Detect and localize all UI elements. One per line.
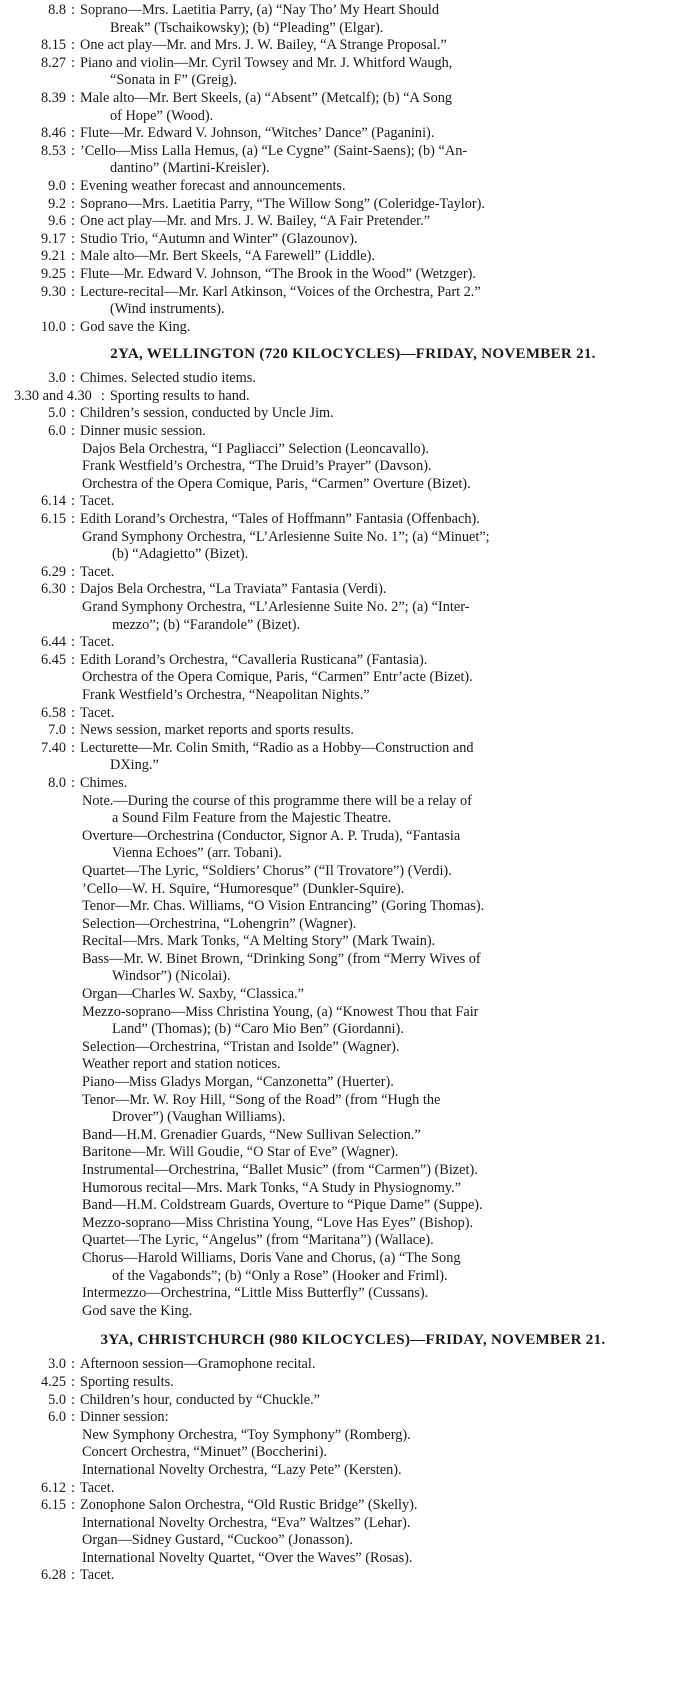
sub-item-line: Drover”) (Vaughan Williams).: [112, 1109, 286, 1126]
entry-time: 4.25: [40, 1373, 66, 1390]
programme-entry: [14, 319, 692, 337]
entry-text: [80, 1409, 692, 1427]
entry-colon: :: [71, 651, 75, 668]
sub-item-line: Organ—Charles W. Saxby, “Classica.”: [82, 986, 304, 1003]
sub-item-line: Recital—Mrs. Mark Tonks, “A Melting Story” (Mark Twain).: [82, 933, 436, 950]
programme-entry: [14, 564, 692, 582]
programme-sub-item: [14, 529, 692, 564]
programme-entry: [14, 740, 692, 775]
programme-entry: [14, 1392, 692, 1410]
programme-entry: [14, 1567, 692, 1585]
entry-colon: :: [71, 213, 75, 230]
entry-line: Edith Lorand’s Orchestra, “Cavalleria Rusticana” (Fantasia).: [80, 651, 428, 668]
entry-colon: :: [71, 581, 75, 598]
programme-sub-item: [14, 1092, 692, 1127]
entry-line: Soprano—Mrs. Laetitia Parry, “The Willow Song” (Coleridge-Taylor).: [80, 195, 485, 212]
entry-line: One act play—Mr. and Mrs. J. W. Bailey, “A Fair Pretender.”: [80, 213, 431, 230]
sub-item-line: ’Cello—W. H. Squire, “Humoresque” (Dunkler-Squire).: [82, 880, 405, 897]
entry-time: 9.25: [40, 265, 66, 282]
entry-line: ’Cello—Miss Lalla Hemus, (a) “Le Cygne” (Saint-Saens); (b) “An-: [80, 142, 468, 159]
entry-colon: :: [71, 125, 75, 142]
entry-line: Tacet.: [80, 704, 115, 721]
programme-entry: [14, 634, 692, 652]
sub-item-line: of the Vagabonds”; (b) “Only a Rose” (Hooker and Friml).: [112, 1267, 448, 1284]
entry-time: 9.21: [40, 248, 66, 265]
entry-colon: :: [100, 387, 105, 404]
entry-line: Piano and violin—Mr. Cyril Towsey and Mr. J. Whitford Waugh,: [80, 54, 453, 71]
entry-text: [80, 722, 692, 740]
entry-time: 7.0: [48, 722, 66, 739]
programme-sub-item: [14, 687, 692, 705]
sub-item-line: Orchestra of the Opera Comique, Paris, “Carmen” Entr’acte (Bizet).: [82, 669, 473, 686]
entry-time: 8.53: [40, 142, 66, 159]
programme-entry: [14, 2, 692, 37]
entry-text: [80, 564, 692, 582]
entry-line: Break” (Tschaikowsky); (b) “Pleading” (Elgar).: [110, 19, 384, 36]
programme-sub-item: [14, 1127, 692, 1145]
section-heading: 2YA, WELLINGTON (720 KILOCYCLES)—FRIDAY, NOVEMBER 21.: [110, 346, 596, 363]
entry-line: Tacet.: [80, 634, 115, 651]
entry-text: [110, 388, 692, 406]
sub-item-line: Mezzo-soprano—Miss Christina Young, “Love Has Eyes” (Bishop).: [82, 1214, 474, 1231]
entry-colon: :: [71, 423, 75, 440]
entry-line: dantino” (Martini-Kreisler).: [110, 160, 270, 177]
entry-time: 6.14: [40, 493, 66, 510]
entry-text: [80, 1497, 692, 1515]
entry-colon: :: [71, 37, 75, 54]
entry-line: Edith Lorand’s Orchestra, “Tales of Hoffmann” Fantasia (Offenbach).: [80, 511, 480, 528]
entry-line: News session, market reports and sports results.: [80, 722, 354, 739]
entry-time: 8.8: [48, 2, 66, 18]
programme-entry: [14, 370, 692, 388]
entry-colon: :: [71, 54, 75, 71]
programme-sub-item: [14, 1462, 692, 1480]
programme-sub-item: [14, 951, 692, 986]
sub-item-line: Windsor”) (Nicolai).: [112, 968, 231, 985]
entry-line: DXing.”: [110, 757, 159, 774]
programme-entry: [14, 178, 692, 196]
programme-sub-item: [14, 476, 692, 494]
entry-time: 9.17: [40, 230, 66, 247]
sub-item-line: Vienna Echoes” (arr. Tobani).: [112, 845, 282, 862]
sub-item-line: Concert Orchestra, “Minuet” (Boccherini).: [82, 1444, 327, 1461]
sub-item-line: Baritone—Mr. Will Goudie, “O Star of Eve” (Wagner).: [82, 1144, 399, 1161]
sub-item-line: Chorus—Harold Williams, Doris Vane and Chorus, (a) “The Song: [82, 1249, 461, 1266]
entry-colon: :: [71, 177, 75, 194]
sub-item-line: Band—H.M. Grenadier Guards, “New Sullivan Selection.”: [82, 1126, 421, 1143]
entry-text: [80, 423, 692, 441]
entry-colon: :: [71, 1409, 75, 1426]
entry-line: Male alto—Mr. Bert Skeels, (a) “Absent” (Metcalf); (b) “A Song: [80, 89, 453, 106]
entry-time: 9.0: [48, 177, 66, 194]
christchurch-programme: [14, 1332, 692, 1585]
entry-line: Sporting results to hand.: [109, 387, 250, 404]
entry-line: Lecture-recital—Mr. Karl Atkinson, “Voices of the Orchestra, Part 2.”: [80, 283, 481, 300]
entry-time: 6.15: [40, 511, 66, 528]
entry-line: Tacet.: [80, 563, 115, 580]
sub-item-line: Humorous recital—Mrs. Mark Tonks, “A Study in Physiognomy.”: [82, 1179, 462, 1196]
programme-sub-item: [14, 1303, 692, 1321]
sub-item-line: Band—H.M. Coldstream Guards, Overture to “Pique Dame” (Suppe).: [82, 1197, 483, 1214]
entry-text: [80, 319, 692, 337]
sub-item-line: Orchestra of the Opera Comique, Paris, “Carmen” Overture (Bizet).: [82, 475, 471, 492]
entry-text: [80, 143, 692, 178]
sub-item-line: Tenor—Mr. W. Roy Hill, “Song of the Road” (from “Hugh the: [82, 1091, 441, 1108]
programme-sub-item: [14, 1427, 692, 1445]
sub-item-line: God save the King.: [82, 1302, 193, 1319]
programme-sub-item: [14, 1197, 692, 1215]
entry-time: 3.0: [48, 1356, 66, 1373]
entry-time: 8.15: [40, 37, 66, 54]
entry-colon: :: [71, 142, 75, 159]
programme-sub-item: [14, 1250, 692, 1285]
entry-text: [80, 90, 692, 125]
programme-entry: [14, 55, 692, 90]
programme-entry: [14, 581, 692, 599]
entry-text: [80, 370, 692, 388]
entry-text: [80, 37, 692, 55]
entry-colon: :: [71, 265, 75, 282]
entry-line: Sporting results.: [80, 1373, 174, 1390]
sub-item-line: Land” (Thomas); (b) “Caro Mio Ben” (Giordanni).: [112, 1021, 404, 1038]
entry-line: Zonophone Salon Orchestra, “Old Rustic Bridge” (Skelly).: [80, 1497, 418, 1514]
entry-colon: :: [71, 405, 75, 422]
entry-colon: :: [71, 1373, 75, 1390]
programme-entry: [14, 125, 692, 143]
sub-item-line: Organ—Sidney Gustard, “Cuckoo” (Jonasson).: [82, 1532, 353, 1549]
entry-text: [80, 178, 692, 196]
programme-sub-item: [14, 1144, 692, 1162]
entry-line: (Wind instruments).: [110, 301, 225, 318]
entry-time: 6.30: [40, 581, 66, 598]
entry-text: [80, 775, 692, 793]
programme-sub-item: [14, 1056, 692, 1074]
entry-colon: :: [71, 248, 75, 265]
entry-colon: :: [71, 1391, 75, 1408]
programme-entry: [14, 388, 692, 406]
programme-sub-item: [14, 1532, 692, 1550]
sub-item-line: Tenor—Mr. Chas. Williams, “O Vision Entrancing” (Goring Thomas).: [82, 898, 485, 915]
entry-time: 8.27: [40, 54, 66, 71]
programme-entry: [14, 90, 692, 125]
sub-item-line: Quartet—The Lyric, “Soldiers’ Chorus” (“Il Trovatore”) (Verdi).: [82, 862, 452, 879]
entry-line: “Sonata in F” (Greig).: [110, 72, 238, 89]
entry-time: 3.30 and 4.30: [14, 387, 92, 404]
entry-colon: :: [71, 89, 75, 106]
entry-colon: :: [71, 511, 75, 528]
programme-sub-item: [14, 793, 692, 828]
entry-time: 6.28: [40, 1567, 66, 1584]
programme-sub-item: [14, 669, 692, 687]
programme-sub-item: [14, 1515, 692, 1533]
entry-line: Dinner session:: [80, 1409, 169, 1426]
sub-item-line: (b) “Adagietto” (Bizet).: [112, 546, 249, 563]
entry-colon: :: [71, 563, 75, 580]
programme-entry: [14, 775, 692, 793]
entry-line: Children’s session, conducted by Uncle Jim.: [80, 405, 334, 422]
entry-text: [80, 405, 692, 423]
sub-item-line: Piano—Miss Gladys Morgan, “Canzonetta” (Huerter).: [82, 1074, 394, 1091]
programme-entry: [14, 405, 692, 423]
entry-time: 7.40: [40, 739, 66, 756]
entry-text: [80, 581, 692, 599]
entry-text: [80, 634, 692, 652]
programme-entry: [14, 284, 692, 319]
programme-entry: [14, 1409, 692, 1427]
previous-station-programme: [14, 0, 692, 336]
entry-time: 8.39: [40, 89, 66, 106]
programme-sub-item: [14, 933, 692, 951]
programme-sub-item: [14, 1074, 692, 1092]
entry-line: Tacet.: [80, 493, 115, 510]
entry-colon: :: [71, 195, 75, 212]
sub-item-line: Instrumental—Orchestrina, “Ballet Music” (from “Carmen”) (Bizet).: [82, 1162, 478, 1178]
sub-item-line: Frank Westfield’s Orchestra, “Neapolitan Nights.”: [82, 686, 370, 703]
entry-line: Flute—Mr. Edward V. Johnson, “The Brook in the Wood” (Wetzger).: [80, 265, 476, 282]
programme-sub-item: [14, 881, 692, 899]
programme-sub-item: [14, 1004, 692, 1039]
entry-text: [80, 231, 692, 249]
programme-entry: [14, 1480, 692, 1498]
entry-time: 9.6: [48, 213, 66, 230]
entry-text: [80, 125, 692, 143]
programme-entry: [14, 196, 692, 214]
entry-colon: :: [71, 2, 75, 18]
entry-line: Children’s hour, conducted by “Chuckle.”: [80, 1391, 321, 1408]
sub-item-line: Bass—Mr. W. Binet Brown, “Drinking Song” (from “Merry Wives of: [82, 950, 481, 967]
sub-item-line: Quartet—The Lyric, “Angelus” (from “Maritana”) (Wallace).: [82, 1232, 434, 1249]
sub-item-line: International Novelty Quartet, “Over the Waves” (Rosas).: [82, 1549, 413, 1566]
sub-item-line: Intermezzo—Orchestrina, “Little Miss Butterfly” (Cussans).: [82, 1285, 429, 1302]
entry-colon: :: [71, 1479, 75, 1496]
programme-entry: [14, 143, 692, 178]
programme-entry: [14, 511, 692, 529]
entry-time: 8.46: [40, 125, 66, 142]
entry-text: [80, 1356, 692, 1374]
entry-text: [80, 2, 692, 37]
programme-entry: [14, 705, 692, 723]
entry-line: Flute—Mr. Edward V. Johnson, “Witches’ Dance” (Paganini).: [80, 125, 435, 142]
entry-time: 6.0: [48, 1409, 66, 1426]
entry-text: [80, 652, 692, 670]
entry-line: Afternoon session—Gramophone recital.: [80, 1356, 316, 1373]
entry-colon: :: [71, 634, 75, 651]
entry-colon: :: [71, 230, 75, 247]
programme-entry: [14, 652, 692, 670]
entry-colon: :: [71, 722, 75, 739]
programme-entry: [14, 493, 692, 511]
entry-colon: :: [71, 774, 75, 791]
programme-entry: [14, 1356, 692, 1374]
programme-sub-item: [14, 1039, 692, 1057]
entry-text: [80, 493, 692, 511]
programme-sub-item: [14, 828, 692, 863]
programme-sub-item: [14, 599, 692, 634]
entry-colon: :: [71, 370, 75, 387]
entry-time: 6.15: [40, 1497, 66, 1514]
entry-line: Chimes. Selected studio items.: [80, 370, 256, 387]
entry-text: [80, 511, 692, 529]
sub-item-line: mezzo”; (b) “Farandole” (Bizet).: [112, 616, 301, 633]
sub-item-line: Selection—Orchestrina, “Lohengrin” (Wagner).: [82, 915, 357, 932]
sub-item-line: Selection—Orchestrina, “Tristan and Isolde” (Wagner).: [82, 1038, 400, 1055]
entry-text: [80, 248, 692, 266]
programme-sub-item: [14, 441, 692, 459]
programme-sub-item: [14, 1550, 692, 1568]
entry-colon: :: [71, 739, 75, 756]
sub-item-line: International Novelty Orchestra, “Eva” Waltzes” (Lehar).: [82, 1514, 411, 1531]
entry-line: of Hope” (Wood).: [110, 107, 214, 124]
entry-colon: :: [71, 1567, 75, 1584]
entry-text: [80, 1374, 692, 1392]
sub-item-line: Mezzo-soprano—Miss Christina Young, (a) “Knowest Thou that Fair: [82, 1003, 479, 1020]
programme-sub-item: [14, 1232, 692, 1250]
programme-sub-item: [14, 898, 692, 916]
entry-line: Male alto—Mr. Bert Skeels, “A Farewell” (Liddle).: [80, 248, 375, 265]
programme-entry: [14, 213, 692, 231]
entry-time: 6.45: [40, 651, 66, 668]
entry-line: Soprano—Mrs. Laetitia Parry, (a) “Nay Tho’ My Heart Should: [80, 2, 440, 18]
entry-time: 6.29: [40, 563, 66, 580]
entry-line: Dajos Bela Orchestra, “La Traviata” Fantasia (Verdi).: [80, 581, 387, 598]
entry-text: [80, 705, 692, 723]
programme-sub-item: [14, 458, 692, 476]
programme-sub-item: [14, 1180, 692, 1198]
entry-line: Tacet.: [80, 1479, 115, 1496]
programme-entry: [14, 248, 692, 266]
entry-text: [80, 1392, 692, 1410]
section-heading: 3YA, CHRISTCHURCH (980 KILOCYCLES)—FRIDAY, NOVEMBER 21.: [100, 1332, 606, 1349]
entry-text: [80, 55, 692, 90]
sub-item-line: International Novelty Orchestra, “Lazy Pete” (Kersten).: [82, 1461, 402, 1478]
entry-colon: :: [71, 1356, 75, 1373]
programme-sub-item: [14, 986, 692, 1004]
entry-text: [80, 740, 692, 775]
sub-item-line: a Sound Film Feature from the Majestic Theatre.: [112, 810, 392, 827]
entry-time: 5.0: [48, 1391, 66, 1408]
entry-line: Dinner music session.: [80, 423, 206, 440]
entry-text: [80, 284, 692, 319]
programme-sub-item: [14, 863, 692, 881]
entry-colon: :: [71, 318, 75, 335]
entry-time: 6.58: [40, 704, 66, 721]
programme-entry: [14, 1497, 692, 1515]
entry-time: 5.0: [48, 405, 66, 422]
sub-item-line: Frank Westfield’s Orchestra, “The Druid’s Prayer” (Davson).: [82, 458, 432, 475]
entry-text: [80, 1567, 692, 1585]
entry-line: Lecturette—Mr. Colin Smith, “Radio as a Hobby—Construction and: [80, 739, 474, 756]
entry-time: 9.30: [40, 283, 66, 300]
entry-time: 6.12: [40, 1479, 66, 1496]
entry-colon: :: [71, 493, 75, 510]
wellington-programme: [14, 346, 692, 1320]
entry-time: 10.0: [40, 318, 66, 335]
entry-time: 9.2: [48, 195, 66, 212]
entry-colon: :: [71, 283, 75, 300]
programme-sub-item: [14, 1162, 692, 1180]
entry-colon: :: [71, 704, 75, 721]
programme-entry: [14, 231, 692, 249]
sub-item-line: Dajos Bela Orchestra, “I Pagliacci” Selection (Leoncavallo).: [82, 440, 429, 457]
entry-text: [80, 196, 692, 214]
entry-time: 3.0: [48, 370, 66, 387]
entry-line: Tacet.: [80, 1567, 115, 1584]
entry-time: 6.0: [48, 423, 66, 440]
sub-item-line: New Symphony Orchestra, “Toy Symphony” (Romberg).: [82, 1426, 411, 1443]
entry-text: [80, 266, 692, 284]
programme-sub-item: [14, 1444, 692, 1462]
programme-sub-item: [14, 1285, 692, 1303]
entry-line: Chimes.: [80, 774, 128, 791]
sub-item-line: Overture—Orchestrina (Conductor, Signor A. P. Truda), “Fantasia: [82, 827, 461, 844]
programme-sub-item: [14, 916, 692, 934]
programme-entry: [14, 266, 692, 284]
entry-time: 6.44: [40, 634, 66, 651]
sub-item-line: Note.—During the course of this programme there will be a relay of: [82, 792, 472, 809]
programme-entry: [14, 1374, 692, 1392]
sub-item-line: Weather report and station notices.: [82, 1056, 281, 1073]
entry-text: [80, 1480, 692, 1498]
entry-text: [80, 213, 692, 231]
entry-line: God save the King.: [80, 318, 191, 335]
entry-colon: :: [71, 1497, 75, 1514]
sub-item-line: Grand Symphony Orchestra, “L’Arlesienne Suite No. 2”; (a) “Inter-: [82, 599, 470, 615]
entry-line: Studio Trio, “Autumn and Winter” (Glazounov).: [80, 230, 358, 247]
entry-line: Evening weather forecast and announcements.: [80, 177, 346, 194]
programme-sub-item: [14, 1215, 692, 1233]
programme-entry: [14, 423, 692, 441]
programme-entry: [14, 722, 692, 740]
sub-item-line: Grand Symphony Orchestra, “L’Arlesienne Suite No. 1”; (a) “Minuet”;: [82, 528, 490, 545]
entry-line: One act play—Mr. and Mrs. J. W. Bailey, “A Strange Proposal.”: [80, 37, 447, 54]
programme-entry: [14, 37, 692, 55]
entry-time: 8.0: [48, 774, 66, 791]
